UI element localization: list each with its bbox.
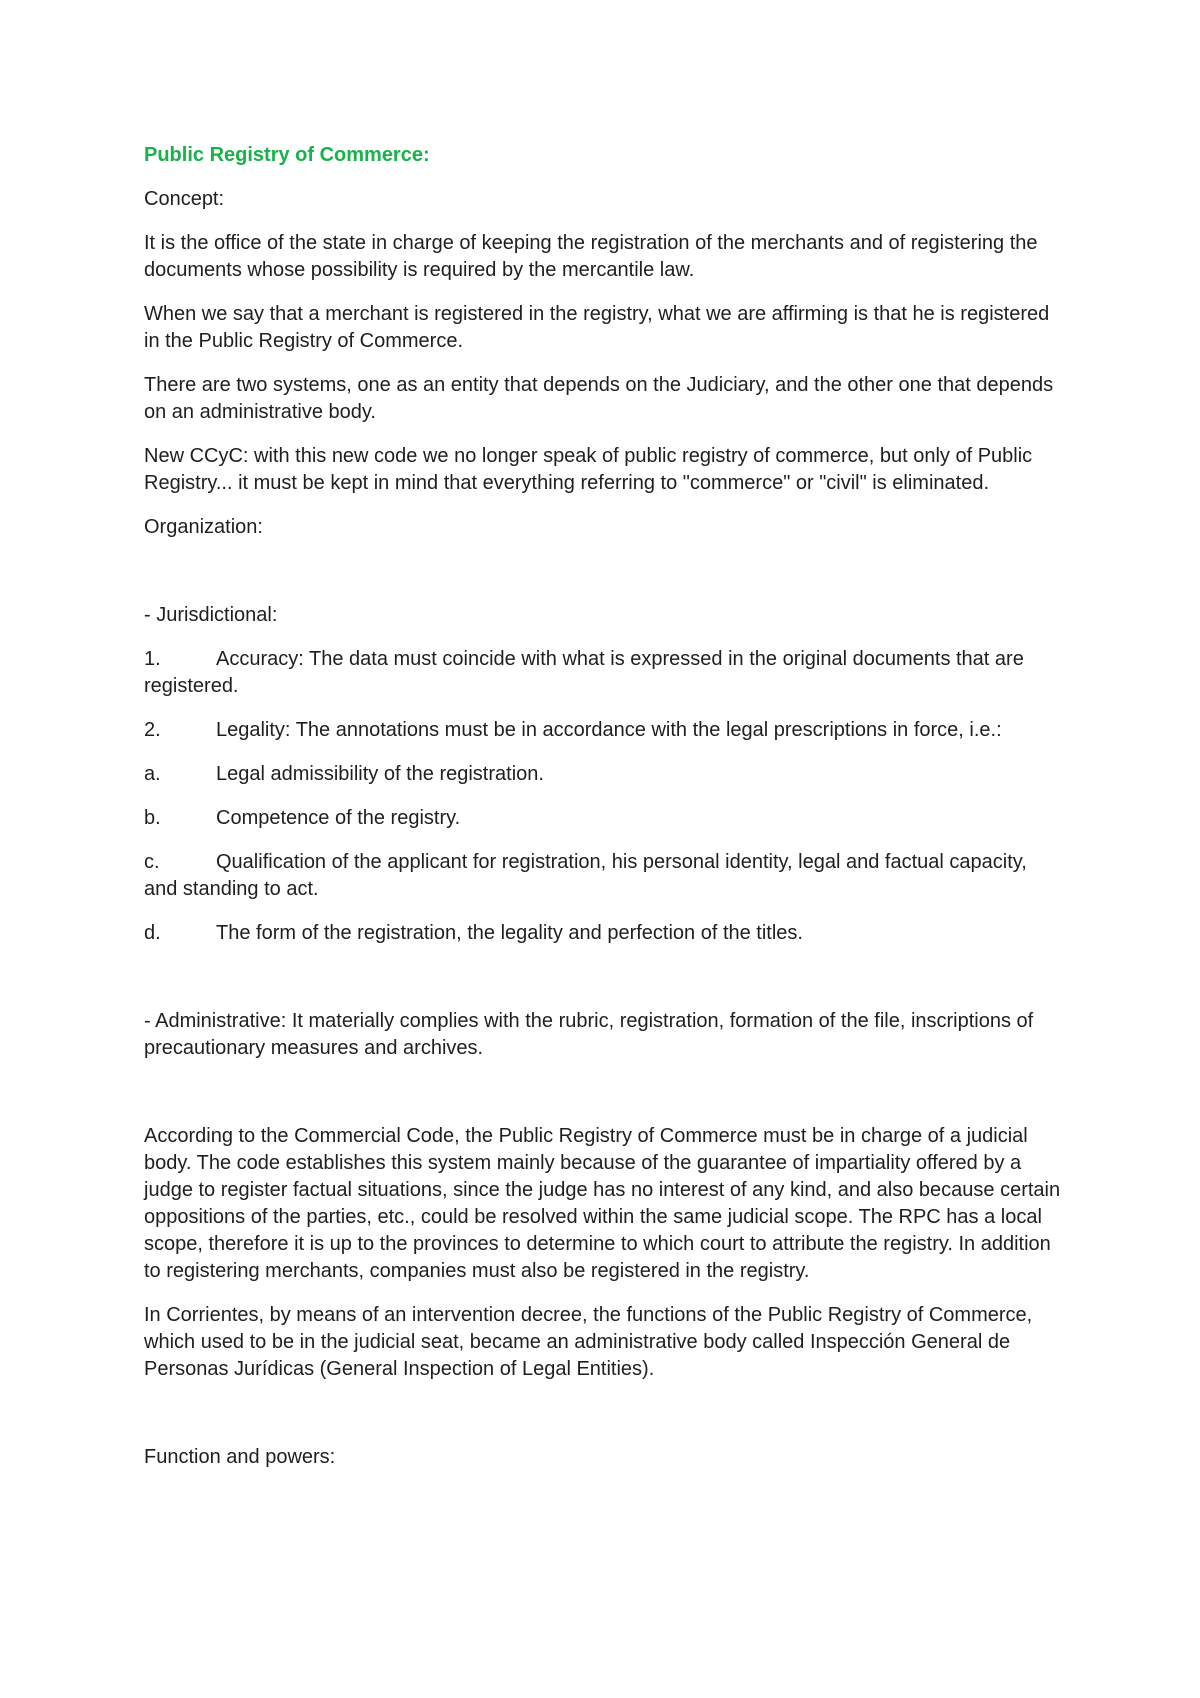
jurisdictional-label: - Jurisdictional: (144, 604, 278, 626)
item-text: Competence of the registry. (216, 807, 461, 829)
functions-label: Function and powers: (144, 1446, 336, 1468)
item-letter: b. (144, 807, 161, 829)
item-number: 1. (144, 648, 161, 670)
item-letter: d. (144, 922, 161, 944)
numbered-item (144, 646, 1064, 700)
lettered-item (144, 920, 1064, 947)
paragraph-administrative: - Administrative: It materially complies with the rubric, registration, formation of the file, inscriptions of precautionary measures and archives. (144, 1010, 1034, 1059)
lettered-item (144, 849, 1064, 903)
blank-line (144, 1079, 1064, 1106)
item-letter: c. (144, 851, 160, 873)
paragraph-commercial-code: According to the Commercial Code, the Public Registry of Commerce must be in charge of a judicial body. The code establishes this system mainly because of the guarantee of impartiality offered by a judge to register factual situations, since the judge has no interest of any kind, and also because certain oppositions of the parties, etc., could be resolved within the same judicial scope. The RPC has a local scope, therefore it is up to the provinces to determine to which court to attribute the registry. In addition to registering merchants, companies must also be registered in the registry. (144, 1125, 1061, 1282)
item-letter: a. (144, 763, 161, 785)
paragraph-two-systems: There are two systems, one as an entity that depends on the Judiciary, and the other one that depends on an administrative body. (144, 374, 1054, 423)
numbered-item (144, 717, 1064, 744)
item-number: 2. (144, 719, 161, 741)
lettered-item (144, 805, 1064, 832)
item-text: Legal admissibility of the registration. (216, 763, 544, 785)
document-heading: Public Registry of Commerce: (144, 144, 430, 166)
item-text: Qualification of the applicant for registration, his personal identity, legal and factual capacity, and standing to act. (144, 851, 1027, 900)
paragraph-corrientes: In Corrientes, by means of an intervention decree, the functions of the Public Registry of Commerce, which used to be in the judicial seat, became an administrative body called Inspección General de Personas Jurídicas (General Inspection of Legal Entities). (144, 1304, 1033, 1380)
organization-label: Organization: (144, 516, 263, 538)
item-text: Legality: The annotations must be in accordance with the legal prescriptions in force, i.e.: (216, 719, 1002, 741)
paragraph-new-ccyc: New CCyC: with this new code we no longer speak of public registry of commerce, but only of Public Registry... it must be kept in mind that everything referring to "commerce" or "civil" is eliminated. (144, 445, 1033, 494)
item-text: The form of the registration, the legality and perfection of the titles. (216, 922, 803, 944)
document-body (144, 142, 1064, 1488)
item-text: Accuracy: The data must coincide with what is expressed in the original documents that are registered. (144, 648, 1024, 697)
lettered-item (144, 761, 1064, 788)
paragraph-registered-merchant: When we say that a merchant is registered in the registry, what we are affirming is that he is registered in the Public Registry of Commerce. (144, 303, 1050, 352)
concept-label: Concept: (144, 188, 225, 210)
blank-line (144, 964, 1064, 991)
blank-line (144, 1400, 1064, 1427)
blank-line (144, 558, 1064, 585)
paragraph-definition: It is the office of the state in charge of keeping the registration of the merchants and of registering the documents whose possibility is required by the mercantile law. (144, 232, 1038, 281)
